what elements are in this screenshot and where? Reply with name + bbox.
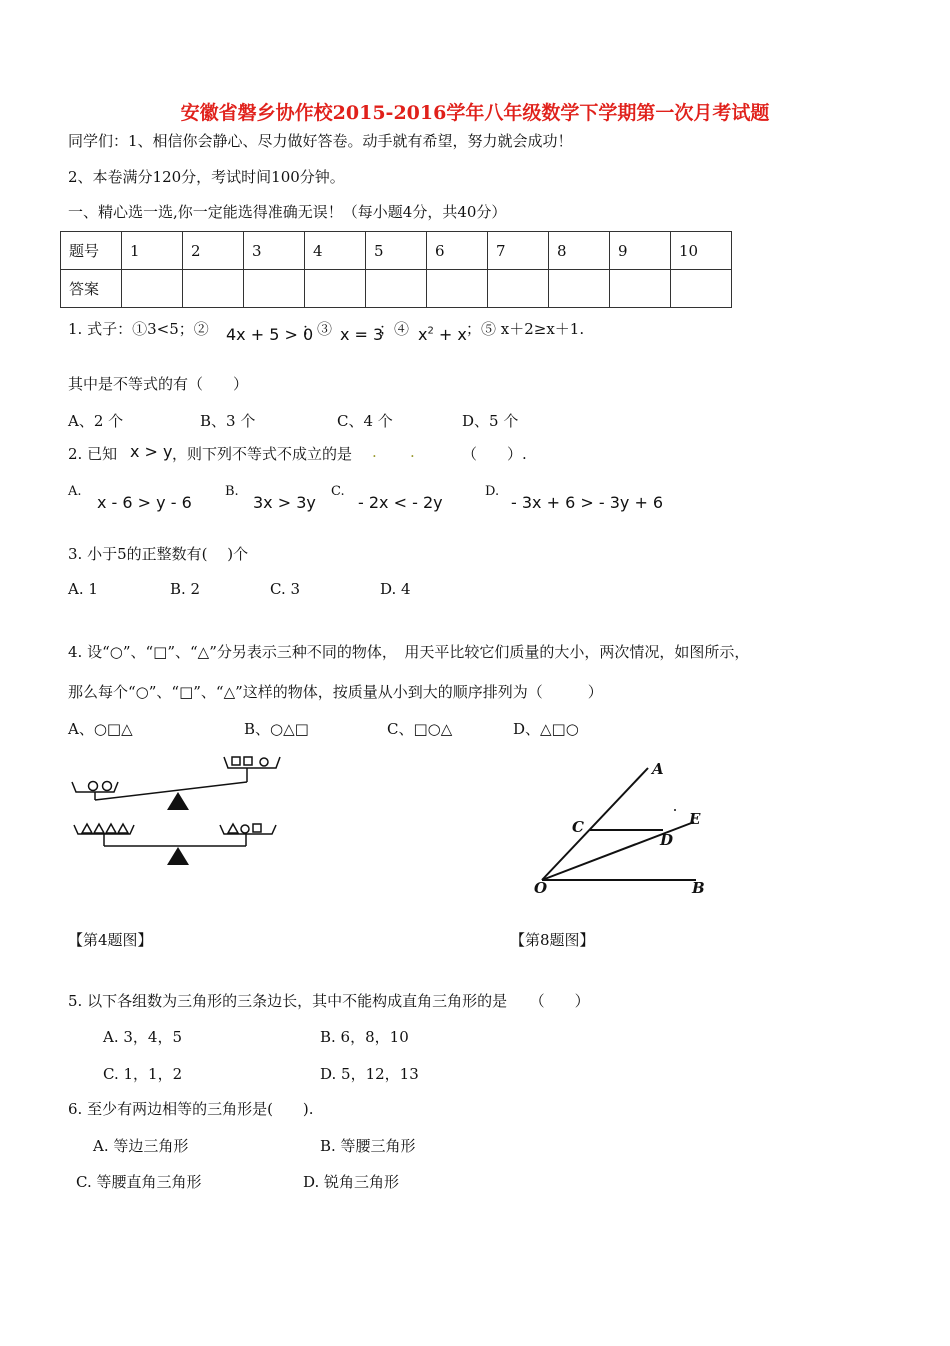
point-label-a: A: [652, 760, 664, 778]
table-header-answer: 答案: [61, 270, 122, 308]
q1-expr-3: x = 3: [340, 325, 384, 344]
q2-option-b-label: B.: [225, 484, 239, 499]
circle-object-icon: [103, 782, 112, 791]
q6-option-c[interactable]: C. 等腰直角三角形: [76, 1173, 202, 1191]
triangle-object-icon: [228, 824, 238, 833]
q2-option-d[interactable]: - 3x + 6 > - 3y + 6: [511, 493, 664, 512]
square-object-icon: [244, 757, 252, 765]
triangle-object-icon: [94, 824, 104, 833]
triangle-object-icon: [118, 824, 128, 833]
q5-option-d[interactable]: D. 5，12，13: [320, 1065, 419, 1083]
q6-stem: 6. 至少有两边相等的三角形是( ).: [68, 1100, 314, 1118]
q1-sep-2: ；③: [302, 320, 333, 338]
q1-stem-start: 1. 式子：①3<5；②: [68, 320, 209, 338]
triangle-object-icon: [106, 824, 116, 833]
scale-beam-upper: [95, 782, 247, 800]
balance-scale-figure: [68, 752, 293, 877]
q5-option-c[interactable]: C. 1，1，2: [103, 1065, 183, 1083]
answer-cell[interactable]: [305, 270, 366, 308]
page-title: 安徽省磐乡协作校2015-2016学年八年级数学下学期第一次月考试题: [180, 102, 770, 124]
q6-option-d[interactable]: D. 锐角三角形: [303, 1173, 400, 1191]
q2-paren: （ ）.: [462, 445, 527, 463]
q5-option-a[interactable]: A. 3，4，5: [103, 1028, 182, 1046]
q2-condition: x > y: [130, 442, 173, 461]
intro-line-2: 2、本卷满分120分，考试时间100分钟。: [68, 168, 345, 186]
intro-line-1: 同学们：1、相信你会静心、尽力做好答卷。动手就有希望，努力就会成功！: [68, 132, 573, 150]
q1-stem: [68, 318, 209, 339]
q1-option-a[interactable]: A、2 个: [68, 412, 124, 430]
dot-mark: [674, 809, 676, 811]
q4-option-d[interactable]: D、△□○: [513, 720, 579, 738]
table-cell-number: 1: [122, 232, 183, 270]
q1-expr-2: 4x + 5 > 0: [226, 325, 314, 344]
point-label-o: O: [534, 879, 548, 897]
q2-option-a[interactable]: x - 6 > y - 6: [97, 493, 192, 512]
q4-option-c[interactable]: C、□○△: [387, 720, 453, 738]
q3-option-a[interactable]: A. 1: [68, 580, 98, 598]
answer-table-row-answers: [61, 270, 732, 308]
point-label-d: D: [660, 831, 674, 849]
table-cell-number: 9: [610, 232, 671, 270]
section-heading: 一、精心选一选,你一定能选得准确无误！（每小题4分，共40分）: [68, 203, 507, 221]
fulcrum-triangle: [167, 792, 189, 810]
point-label-b: B: [692, 879, 705, 897]
circle-object-icon: [241, 825, 249, 833]
answer-cell[interactable]: [366, 270, 427, 308]
q1-sep-3: ；④: [379, 320, 410, 338]
q3-option-b[interactable]: B. 2: [170, 580, 201, 598]
table-cell-number: 3: [244, 232, 305, 270]
figure-8-caption: 【第8题图】: [510, 931, 595, 949]
point-label-e: E: [689, 810, 701, 828]
table-cell-number: 8: [549, 232, 610, 270]
square-object-icon: [253, 824, 261, 832]
q1-expr-4-sup: 2: [427, 325, 434, 337]
q2-option-d-label: D.: [485, 484, 500, 499]
q4-line-2: 那么每个“○”、“□”、“△”这样的物体，按质量从小到大的顺序排列为（ ）: [68, 683, 603, 701]
figure-4-caption: 【第4题图】: [68, 931, 153, 949]
circle-object-icon: [260, 758, 268, 766]
table-cell-number: 6: [427, 232, 488, 270]
q4-option-b[interactable]: B、○△□: [244, 720, 309, 738]
table-cell-number: 5: [366, 232, 427, 270]
q1-option-b[interactable]: B、3 个: [200, 412, 256, 430]
triangle-object-icon: [82, 824, 92, 833]
q1-line-2: 其中是不等式的有（ ）: [68, 375, 249, 393]
table-cell-number: 10: [671, 232, 732, 270]
q1-sep-4: ；⑤ x＋2≥x＋1.: [466, 320, 585, 338]
dot-mark: .: [410, 443, 415, 461]
table-cell-number: 7: [488, 232, 549, 270]
answer-table: [60, 231, 732, 308]
q3-option-d[interactable]: D. 4: [380, 580, 411, 598]
q2-option-c-label: C.: [331, 484, 345, 499]
angle-figure-8: [530, 758, 720, 900]
q1-option-d[interactable]: D、5 个: [462, 412, 519, 430]
q2-option-a-label: A.: [68, 484, 82, 499]
answer-cell[interactable]: [488, 270, 549, 308]
q4-line-1: 4. 设“○”、“□”、“△”分另表示三种不同的物体， 用天平比较它们质量的大小，两次情况，如图所示，: [68, 643, 750, 661]
answer-cell[interactable]: [610, 270, 671, 308]
q2-option-b[interactable]: 3x > 3y: [253, 493, 316, 512]
q2-stem-start: 2. 已知: [68, 445, 118, 463]
answer-cell[interactable]: [183, 270, 244, 308]
q6-option-b[interactable]: B. 等腰三角形: [320, 1137, 416, 1155]
answer-cell[interactable]: [427, 270, 488, 308]
answer-cell[interactable]: [244, 270, 305, 308]
table-cell-number: 4: [305, 232, 366, 270]
q6-option-a[interactable]: A. 等边三角形: [93, 1137, 189, 1155]
q5-option-b[interactable]: B. 6，8，10: [320, 1028, 409, 1046]
q3-option-c[interactable]: C. 3: [270, 580, 301, 598]
q5-stem: 5. 以下各组数为三角形的三条边长，其中不能构成直角三角形的是 （ ）: [68, 992, 590, 1010]
fulcrum-triangle: [167, 847, 189, 865]
q1-expr-4-base: x: [418, 325, 428, 344]
table-cell-number: 2: [183, 232, 244, 270]
answer-cell[interactable]: [549, 270, 610, 308]
ray-oa: [542, 768, 648, 880]
answer-table-row-numbers: [61, 232, 732, 270]
answer-cell[interactable]: [122, 270, 183, 308]
q1-expr-4: [418, 325, 467, 344]
table-header-number: 题号: [61, 232, 122, 270]
q3-stem: 3. 小于5的正整数有( )个: [68, 545, 249, 563]
answer-cell[interactable]: [671, 270, 732, 308]
q1-expr-4-rest: + x: [433, 325, 467, 344]
dot-mark: .: [372, 443, 377, 461]
q1-option-c[interactable]: C、4 个: [337, 412, 393, 430]
q2-option-c[interactable]: - 2x < - 2y: [358, 493, 443, 512]
circle-object-icon: [89, 782, 98, 791]
square-object-icon: [232, 757, 240, 765]
q2-stem-end: ，则下列不等式不成立的是: [172, 445, 353, 463]
q4-option-a[interactable]: A、○□△: [68, 720, 133, 738]
point-label-c: C: [572, 818, 584, 836]
